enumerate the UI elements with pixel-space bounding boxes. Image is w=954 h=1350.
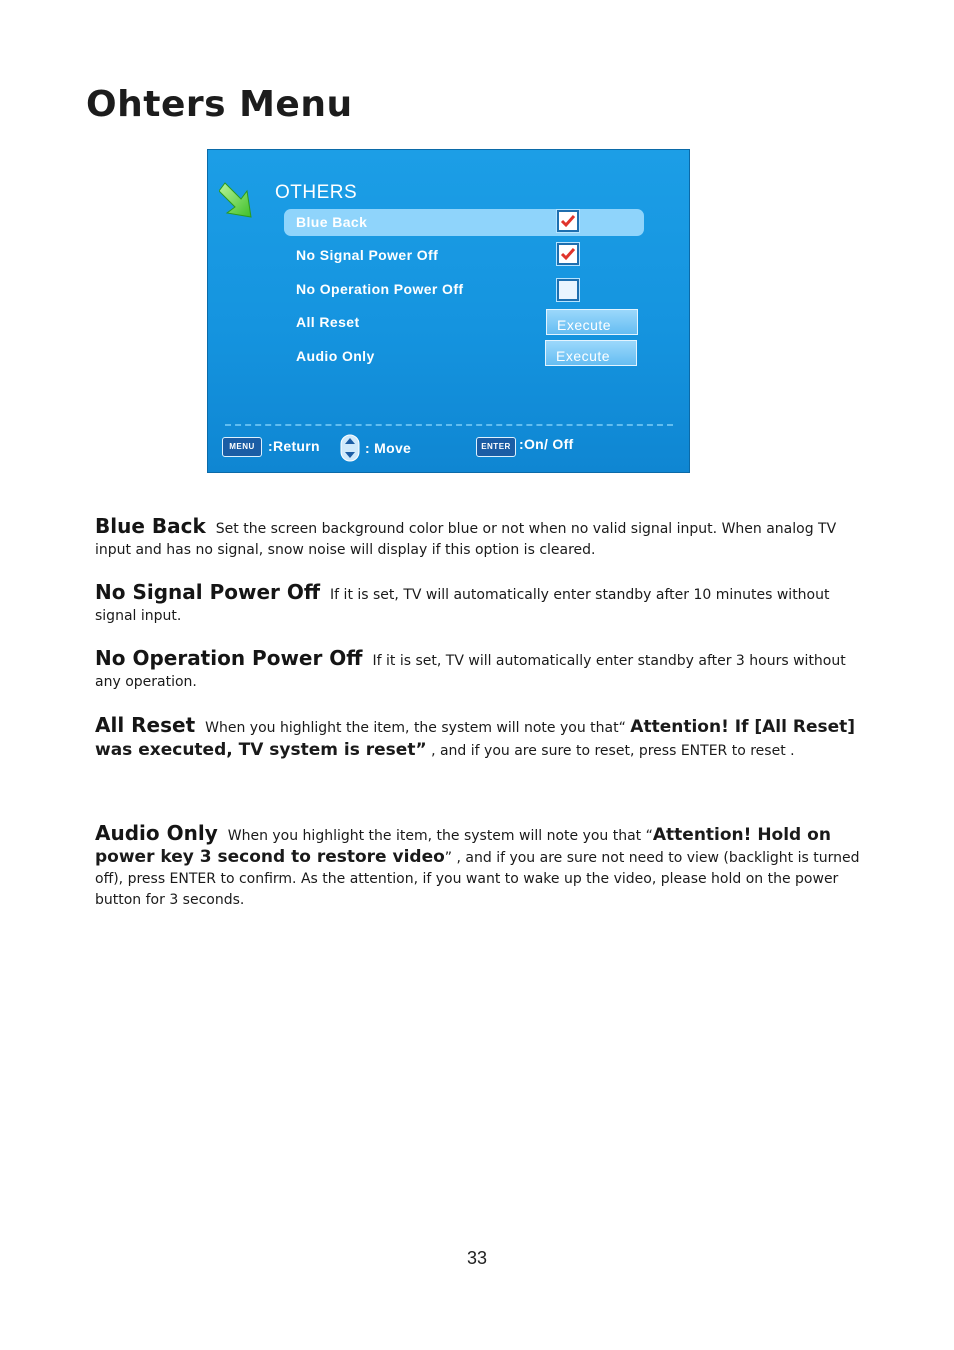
osd-item-label: Blue Back [296, 214, 368, 230]
checkmark-icon [560, 213, 576, 229]
osd-item-label: Audio Only [296, 348, 375, 364]
description-audio-only [95, 823, 875, 911]
all-reset-execute-button[interactable]: Execute [546, 309, 638, 335]
term-all-reset: All Reset [95, 713, 196, 737]
menu-key-badge: MENU [222, 437, 262, 457]
attention-text: Attention! Hold on power key 3 second to restore video [95, 825, 831, 867]
audio-only-execute-button[interactable]: Execute [545, 340, 637, 366]
description-text: When you highlight the item, the system will note you that “ [227, 828, 653, 844]
description-text: When you highlight the item, the system will note you that“ [205, 720, 631, 736]
others-osd-screenshot [207, 149, 690, 473]
description-text: ” , and if you are sure not need to view (backlight is turned off), press ENTER to confirm. As the attention, if you want to wake up the video, please hold on the power button for 3 seconds. [95, 850, 860, 908]
term-no-operation-power-off: No Operation Power Off [95, 646, 363, 670]
osd-item-blue-back[interactable] [284, 209, 644, 236]
description-all-reset [95, 714, 875, 762]
term-audio-only: Audio Only [95, 821, 218, 845]
no-signal-power-off-checkbox[interactable] [557, 243, 579, 265]
blue-back-checkbox[interactable] [557, 210, 579, 232]
up-down-arrows-icon [340, 434, 360, 462]
description-text: , and if you are sure to reset, press ENTER to reset . [426, 743, 795, 759]
description-no-operation-power-off [95, 648, 875, 693]
osd-item-label: All Reset [296, 314, 360, 330]
attention-text: Attention! If [All Reset] was executed, TV system is reset” [95, 717, 856, 760]
term-no-signal-power-off: No Signal Power Off [95, 580, 321, 604]
description-no-signal-power-off [95, 582, 875, 627]
no-operation-power-off-checkbox[interactable] [557, 279, 579, 301]
osd-divider [225, 424, 673, 426]
term-blue-back: Blue Back [95, 514, 206, 538]
return-hint: :Return [268, 438, 320, 454]
arrow-down-right-icon [219, 179, 259, 223]
osd-item-no-operation-power-off[interactable] [284, 276, 644, 303]
osd-item-label: No Operation Power Off [296, 281, 464, 297]
checkmark-icon [560, 246, 576, 262]
description-text: If it is set, TV will automatically enter standby after 10 minutes without signal input. [95, 587, 830, 624]
osd-title: OTHERS [275, 182, 358, 203]
description-text: Set the screen background color blue or not when no valid signal input. When analog TV input and has no signal, snow noise will display if this option is cleared. [95, 521, 837, 558]
page-number: 33 [466, 1248, 488, 1268]
osd-item-no-signal-power-off[interactable] [284, 242, 644, 269]
description-blue-back [95, 516, 875, 561]
description-text: If it is set, TV will automatically enter standby after 3 hours without any operation. [95, 653, 846, 690]
move-hint: : Move [365, 440, 412, 456]
enter-key-badge: ENTER [476, 437, 516, 457]
on-off-hint: :On/ Off [519, 436, 574, 452]
page-title: Ohters Menu [86, 84, 353, 125]
osd-item-label: No Signal Power Off [296, 247, 439, 263]
